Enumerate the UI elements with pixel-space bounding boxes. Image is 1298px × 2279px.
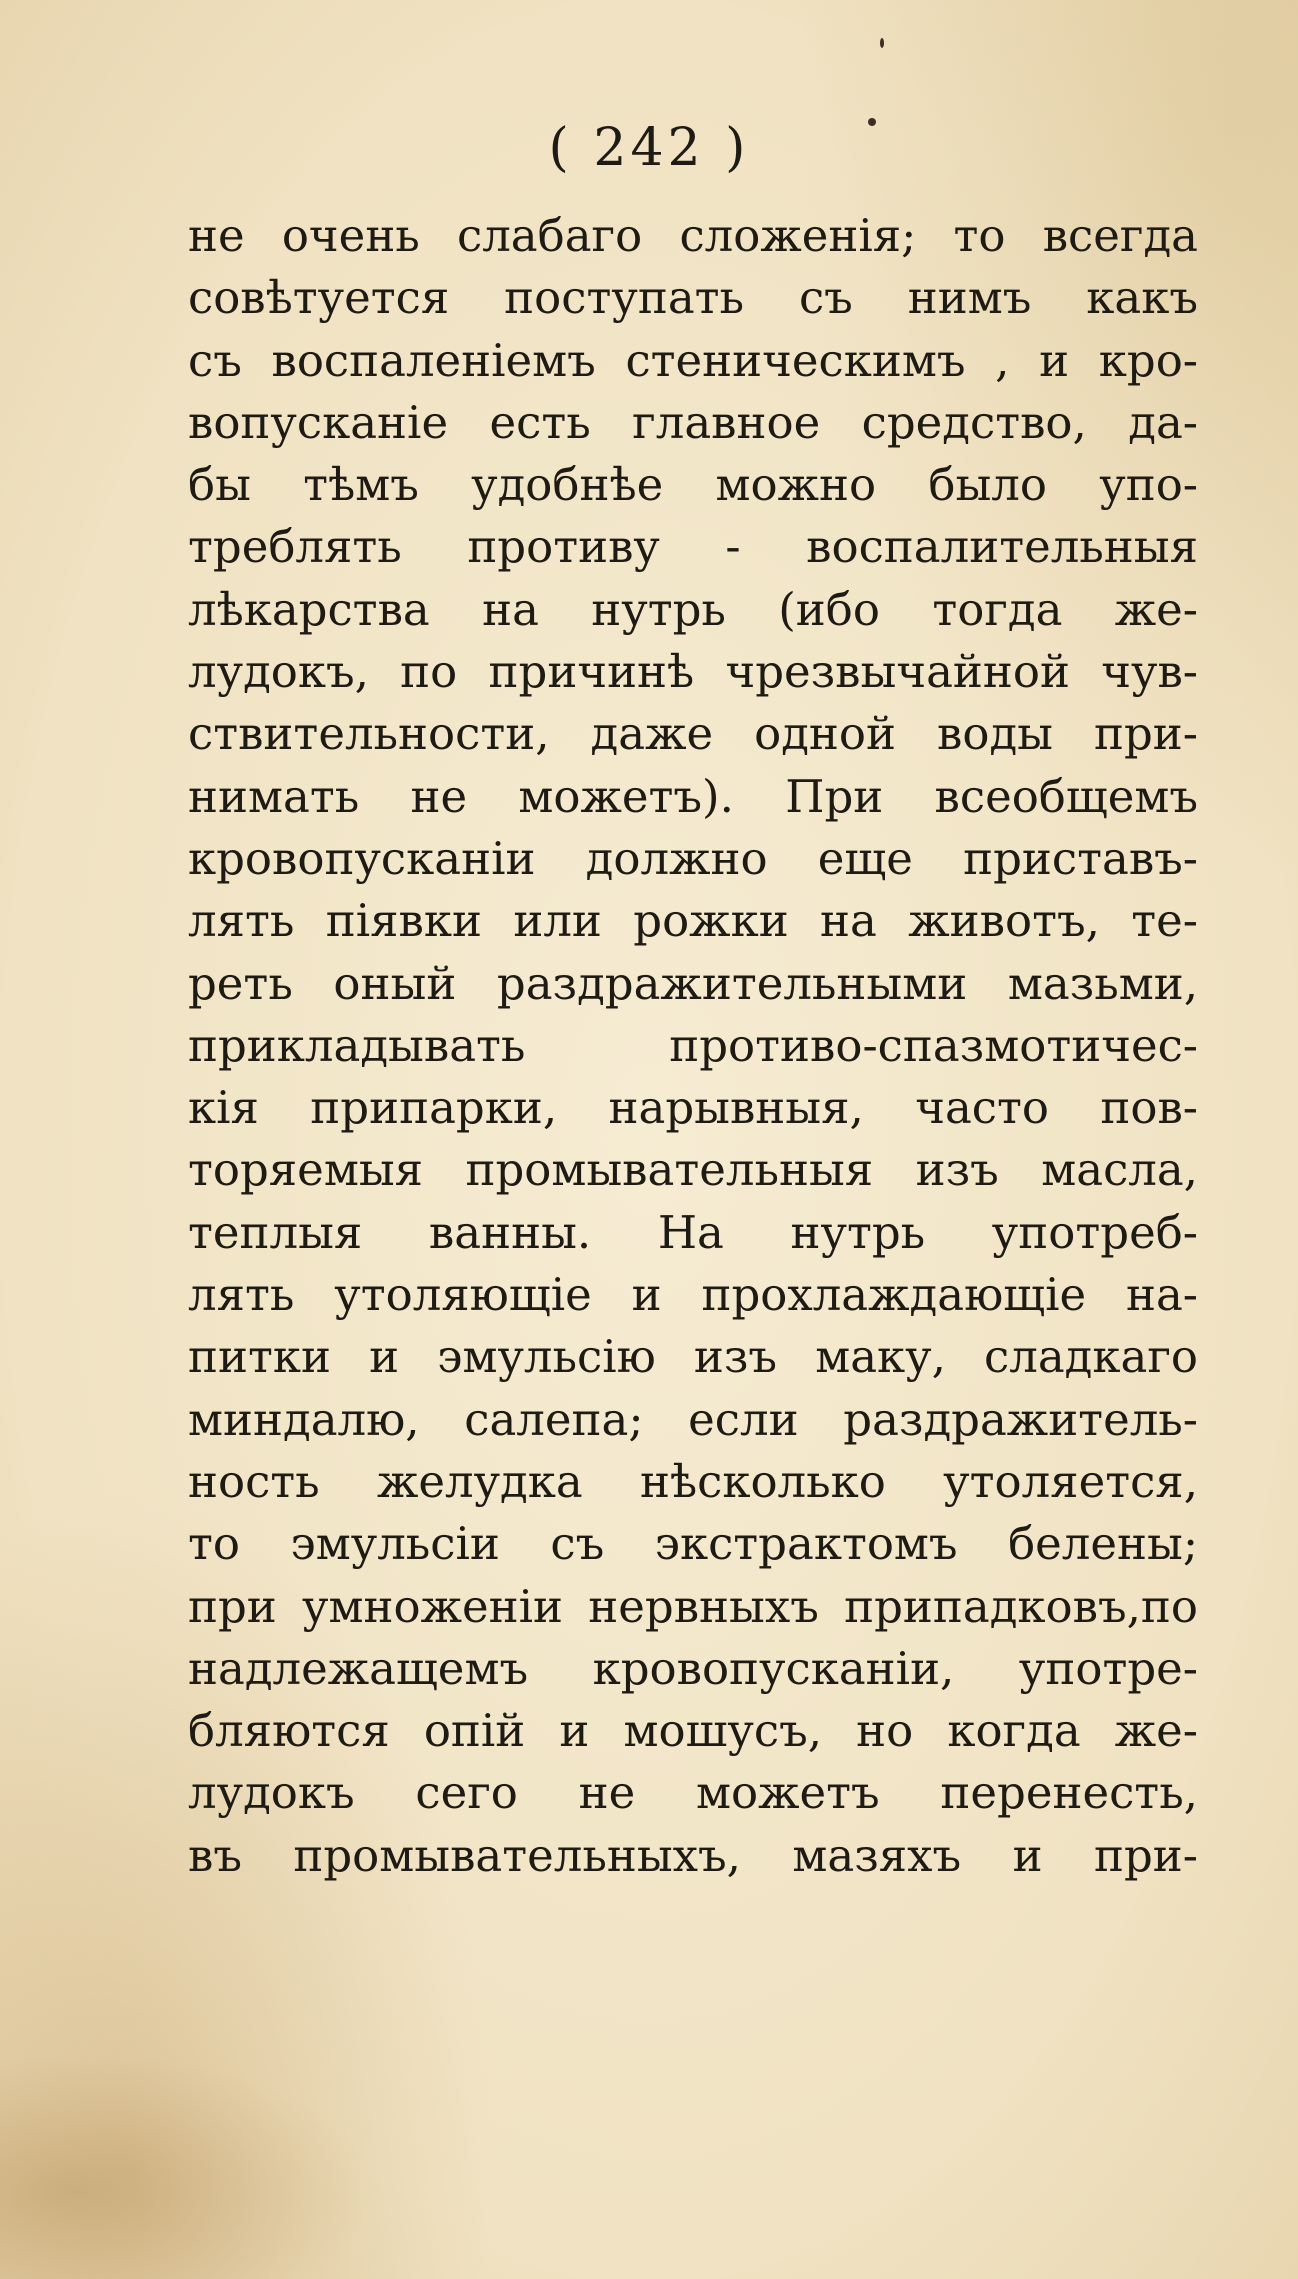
text-line: питки и эмульсiю изъ маку, сладкаго	[188, 1330, 1198, 1384]
text-line: то эмульсiи съ экстрактомъ белены;	[188, 1517, 1198, 1571]
text-line: кровопусканiи должно еще приставъ-	[188, 831, 1198, 885]
text-line: реть оный раздражительными мазьми,	[188, 956, 1198, 1010]
text-line: ствительности, даже одной воды при-	[188, 707, 1198, 761]
page-stain	[0, 2060, 360, 2279]
text-line: съ воспаленiемъ стеническимъ , и кро-	[188, 333, 1198, 387]
text-line: не очень слабаго сложенiя; то всегда	[188, 209, 1198, 262]
text-line: лѣкарства на нутрь (ибо тогда же-	[188, 582, 1198, 636]
text-line: надлежащемъ кровопусканiи, употре-	[188, 1641, 1198, 1695]
text-line: треблять противу - воспалительныя	[188, 520, 1198, 574]
text-line: бы тѣмъ удобнѣе можно было упо-	[188, 458, 1198, 512]
text-line: нимать не можетъ). При всеобщемъ	[188, 769, 1198, 823]
text-line: въ промывательныхъ, мазяхъ и при-	[188, 1828, 1198, 1882]
text-line: совѣтуется поступать съ нимъ какъ	[188, 271, 1198, 325]
text-line: ность желудка нѣсколько утоляется,	[188, 1454, 1198, 1508]
text-line: кiя припарки, нарывныя, часто пов-	[188, 1081, 1198, 1135]
text-line: теплыя ванны. На нутрь употреб-	[188, 1205, 1198, 1259]
text-line: лудокъ, по причинѣ чрезвычайной чув-	[188, 645, 1198, 699]
text-line: вопусканiе есть главное средство, да-	[188, 395, 1198, 449]
page-number: ( 242 )	[548, 118, 750, 178]
text-line: миндалю, салепа; если раздражитель-	[188, 1392, 1198, 1446]
text-line: прикладывать противо-спазмотичес-	[188, 1018, 1198, 1072]
ink-speck	[868, 118, 876, 126]
text-line: лять утоляющiе и прохлаждающiе на-	[188, 1268, 1198, 1322]
text-line: торяемыя промывательныя изъ масла,	[188, 1143, 1198, 1197]
ink-speck	[880, 38, 884, 48]
body-text	[188, 205, 1198, 1887]
text-line: лудокъ сего не можетъ перенесть,	[188, 1766, 1198, 1820]
text-line: лять пiявки или рожки на животъ, те-	[188, 894, 1198, 948]
text-line: при умноженiи нервныхъ припадковъ,по	[188, 1579, 1198, 1633]
text-line: бляются опiй и мошусъ, но когда же-	[188, 1704, 1198, 1758]
